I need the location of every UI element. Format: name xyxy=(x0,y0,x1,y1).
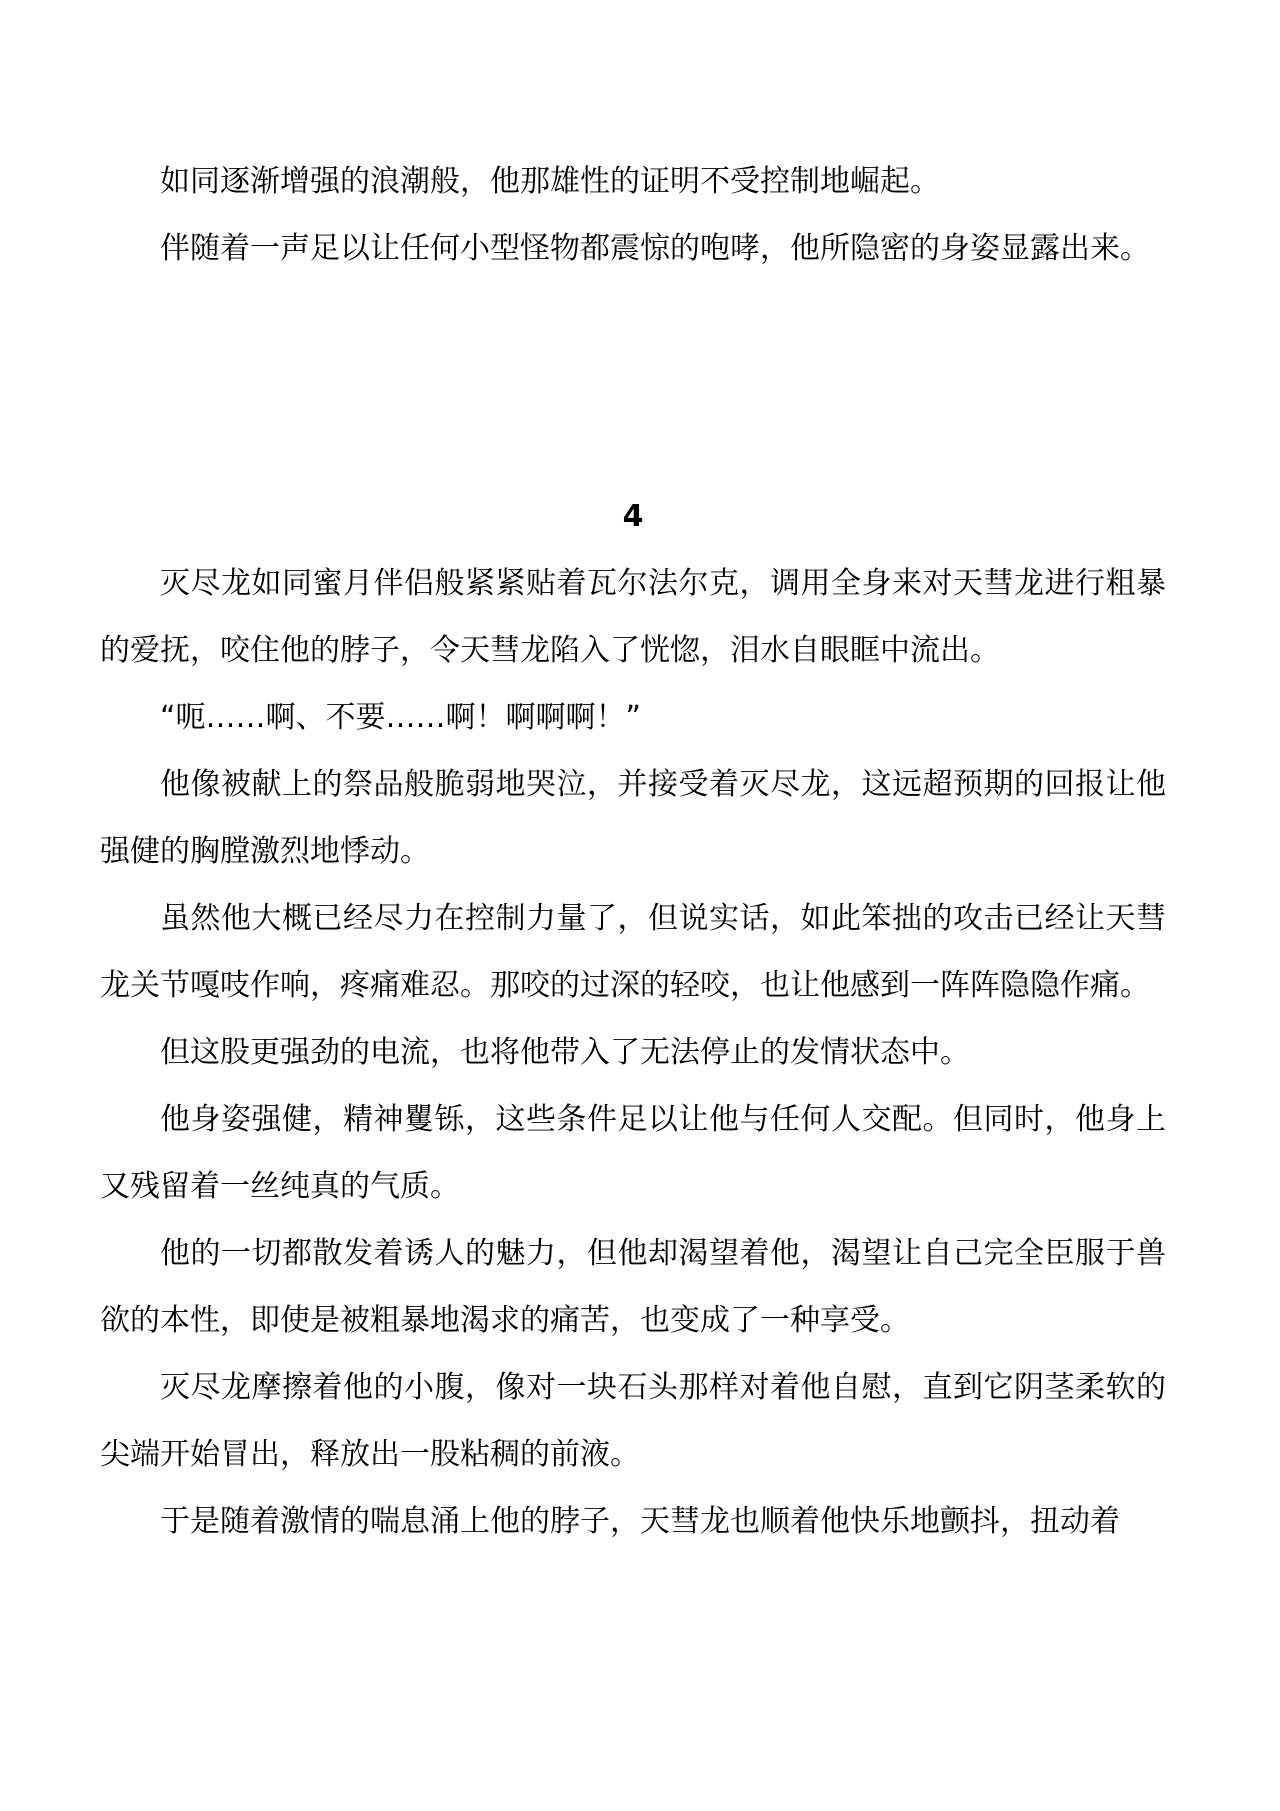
paragraph: 灭尽龙如同蜜月伴侣般紧紧贴着瓦尔法尔克，调用全身来对天彗龙进行粗暴的爱抚，咬住他的脖子，令天彗龙陷入了恍惚，泪水自眼眶中流出。 xyxy=(100,566,1166,668)
paragraph: 但这股更强劲的电流，也将他带入了无法停止的发情状态中。 xyxy=(160,1035,970,1070)
paragraph: 他身姿强健，精神矍铄，这些条件足以让他与任何人交配。但同时，他身上又残留着一丝纯真的气质。 xyxy=(100,1102,1166,1204)
page-content xyxy=(100,148,1166,1555)
paragraph: 灭尽龙摩擦着他的小腹，像对一块石头那样对着他自慰，直到它阴茎柔软的尖端开始冒出，释放出一股粘稠的前液。 xyxy=(100,1370,1166,1472)
paragraph: 他像被献上的祭品般脆弱地哭泣，并接受着灭尽龙，这远超预期的回报让他强健的胸膛激烈地悸动。 xyxy=(100,767,1166,869)
scene-break-gap xyxy=(100,282,1166,483)
dialogue-paragraph: “呃……啊、不要……啊！啊啊啊！” xyxy=(160,700,642,735)
paragraph: 伴随着一声足以让任何小型怪物都震惊的咆哮，他所隐密的身姿显露出来。 xyxy=(160,231,1150,266)
paragraph: 于是随着激情的喘息涌上他的脖子，天彗龙也顺着他快乐地颤抖，扭动着 xyxy=(160,1504,1120,1539)
paragraph: 他的一切都散发着诱人的魅力，但他却渴望着他，渴望让自己完全臣服于兽欲的本性，即使是被粗暴地渴求的痛苦，也变成了一种享受。 xyxy=(100,1236,1166,1338)
paragraph: 如同逐渐增强的浪潮般，他那雄性的证明不受控制地崛起。 xyxy=(160,164,940,199)
paragraph: 虽然他大概已经尽力在控制力量了，但说实话，如此笨拙的攻击已经让天彗龙关节嘎吱作响，疼痛难忍。那咬的过深的轻咬，也让他感到一阵阵隐隐作痛。 xyxy=(100,901,1166,1003)
chapter-heading: 4 xyxy=(622,499,644,534)
